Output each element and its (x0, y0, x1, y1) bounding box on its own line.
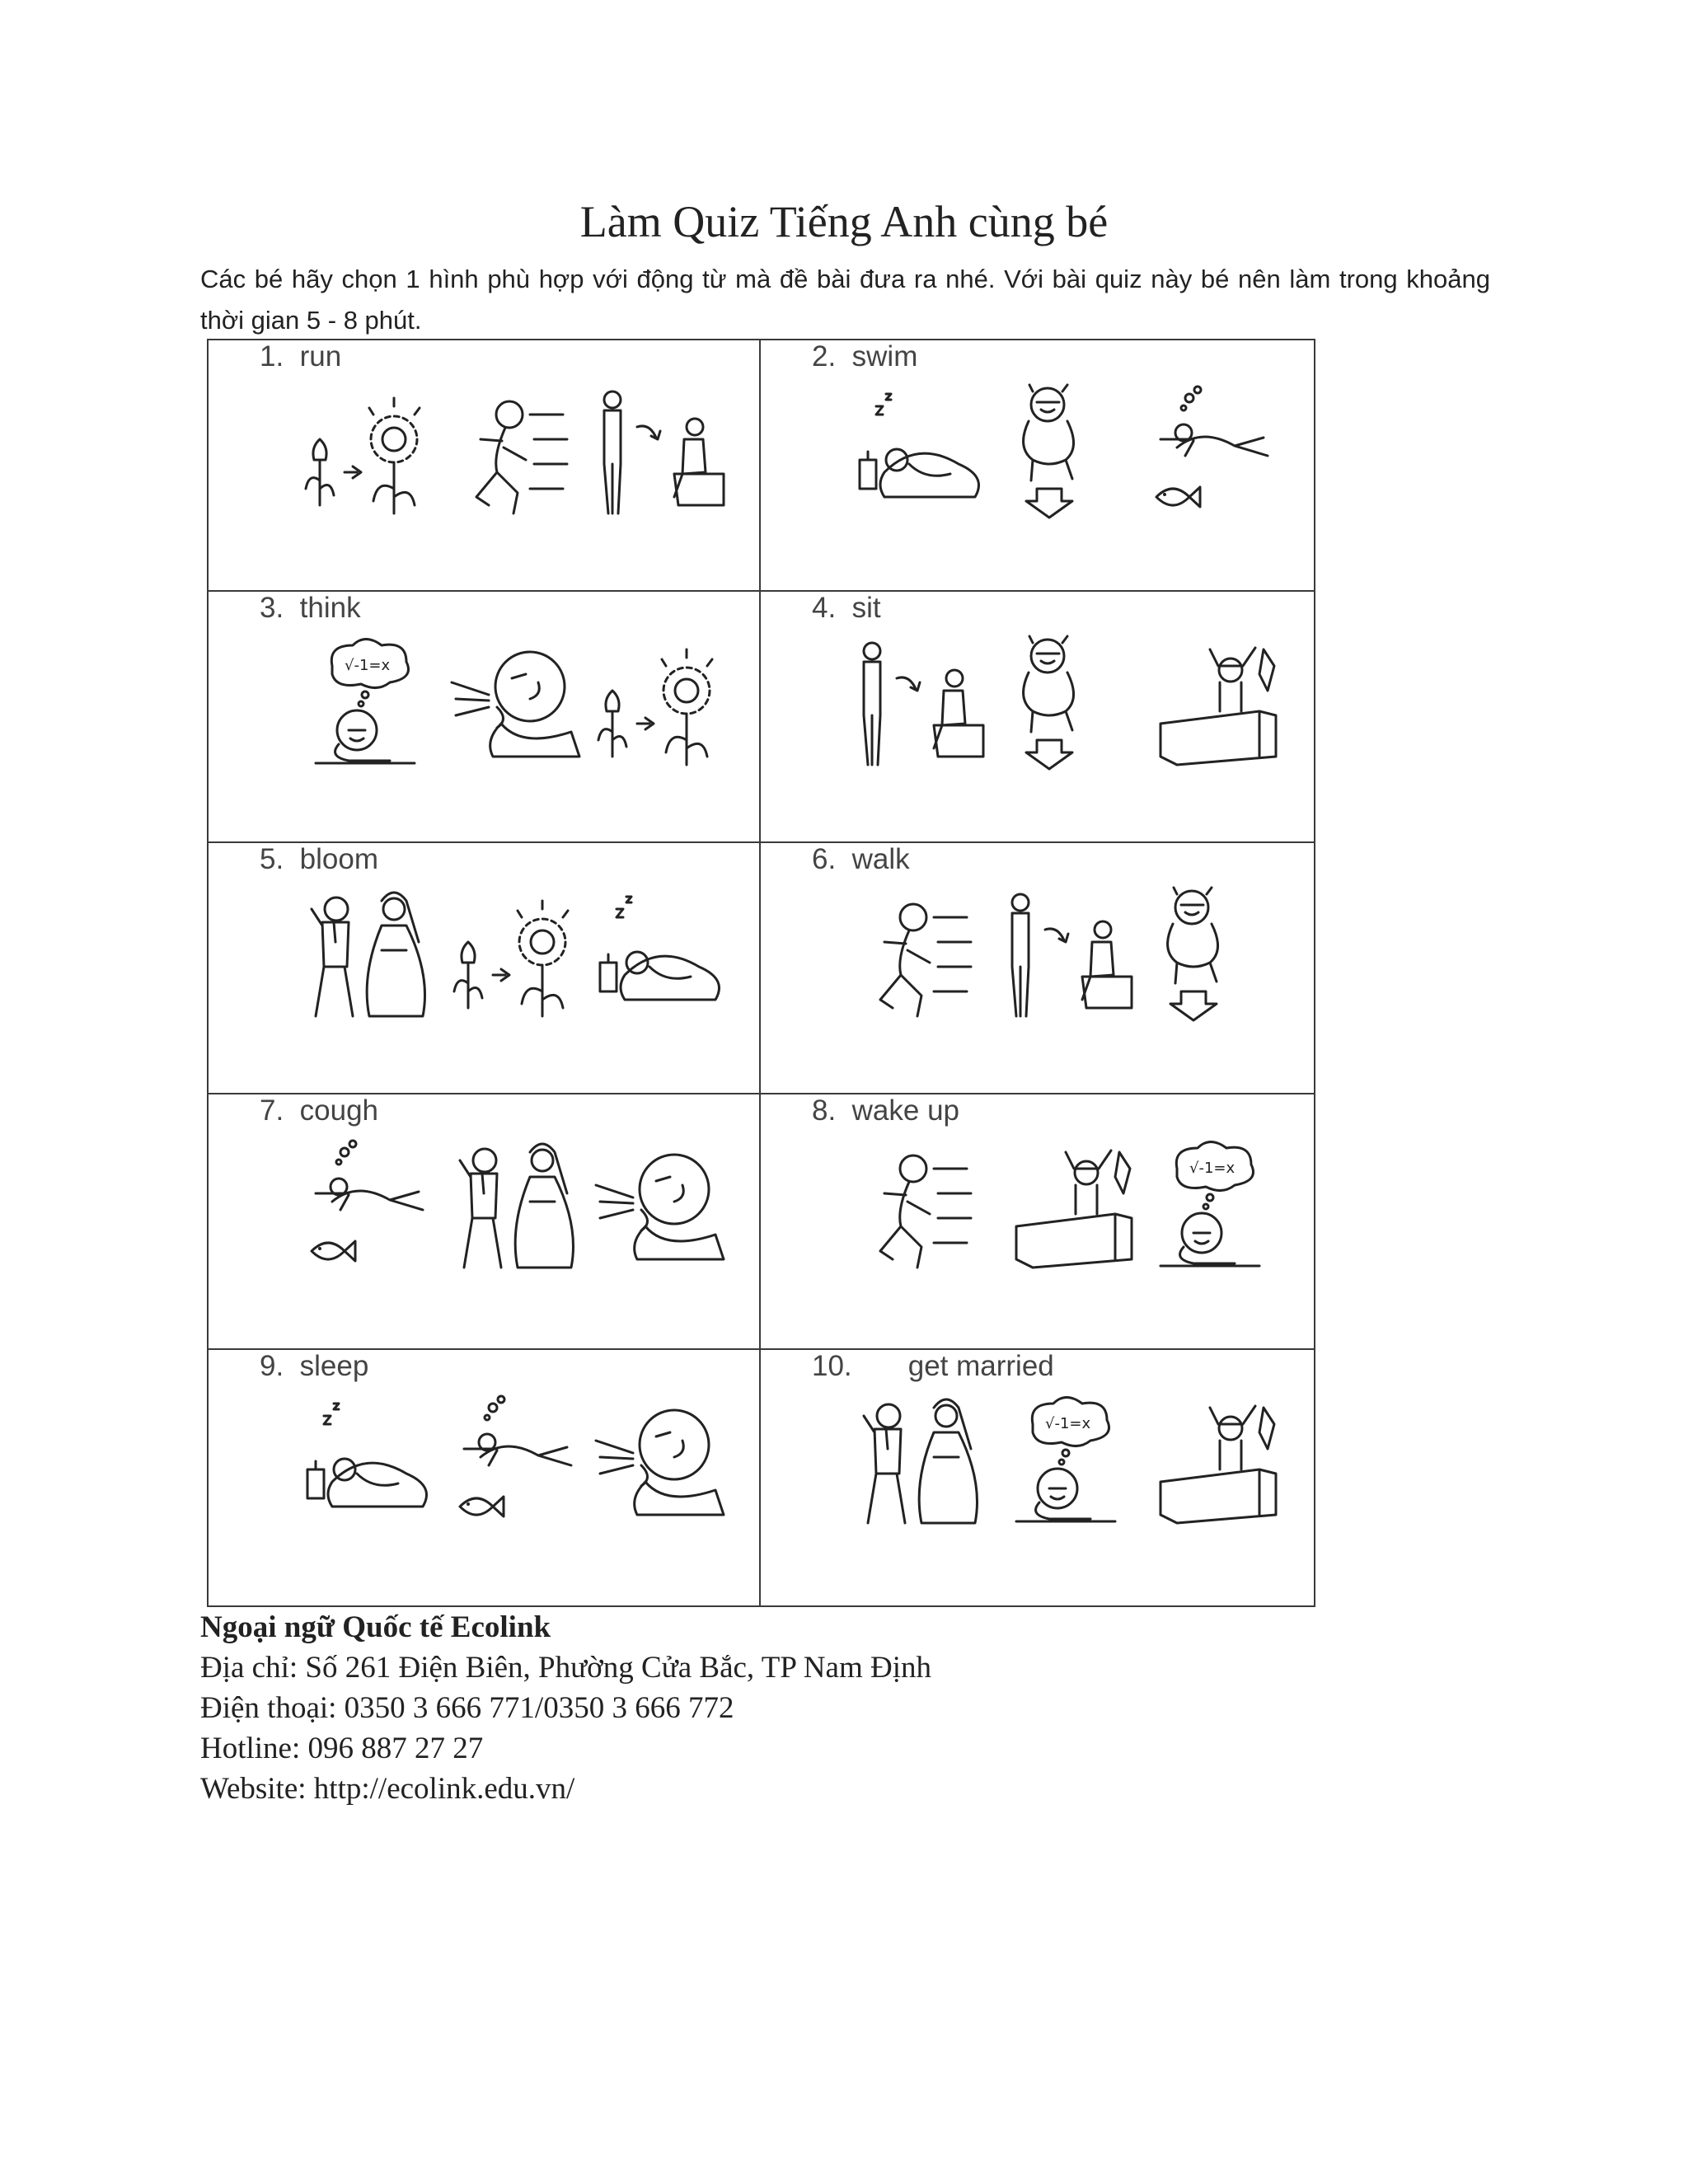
quiz-item-number: 8. (812, 1094, 837, 1127)
thinking-person-icon[interactable] (299, 633, 439, 773)
married-couple-icon[interactable] (851, 1391, 992, 1531)
quiz-item-4 (759, 590, 1315, 843)
quiz-item-label (260, 592, 361, 625)
flower-bloom-icon[interactable] (592, 633, 724, 773)
flower-bloom-icon[interactable] (448, 884, 579, 1024)
quiz-item-number: 7. (260, 1094, 284, 1127)
quiz-item-word: run (299, 340, 342, 373)
footer-website[interactable]: Website: http://ecolink.edu.vn/ (200, 1772, 575, 1806)
quiz-item-3 (207, 590, 761, 843)
thinking-person-icon[interactable] (1000, 1391, 1140, 1531)
footer (200, 1607, 931, 1809)
quiz-item-label (260, 1094, 378, 1127)
running-person-icon[interactable] (851, 1136, 975, 1276)
quiz-item-word: sleep (299, 1350, 369, 1382)
quiz-item-word: bloom (299, 843, 378, 875)
quiz-item-label (812, 843, 910, 876)
quiz-item-number: 1. (260, 340, 284, 373)
quiz-item-word: sit (851, 592, 881, 624)
running-person-icon[interactable] (851, 884, 975, 1024)
quiz-item-number: 9. (260, 1350, 284, 1382)
footer-address: Địa chỉ: Số 261 Điện Biên, Phường Cửa Bắc, TP Nam Định (200, 1651, 931, 1685)
quiz-item-2 (759, 339, 1315, 592)
svg-text:√-1=x: √-1=x (345, 657, 391, 674)
quiz-item-word: walk (851, 843, 910, 875)
quiz-item-number: 3. (260, 592, 284, 624)
coughing-person-icon[interactable] (448, 633, 588, 765)
running-person-icon[interactable] (448, 382, 571, 522)
footer-hotline: Hotline: 096 887 27 27 (200, 1732, 484, 1765)
quiz-item-number: 4. (812, 592, 837, 624)
swimming-person-icon[interactable] (1144, 382, 1284, 522)
married-couple-icon[interactable] (299, 884, 439, 1024)
quiz-item-word: think (299, 592, 361, 624)
flower-bloom-icon[interactable] (299, 382, 431, 522)
quiz-item-word: swim (851, 340, 918, 373)
quiz-item-label (812, 1350, 1054, 1383)
quiz-item-6 (759, 841, 1315, 1094)
quiz-item-word: get married (907, 1350, 1054, 1382)
quiz-table (207, 339, 1315, 1607)
quiz-item-5 (207, 841, 761, 1094)
walking-down-icon[interactable] (1000, 382, 1099, 522)
quiz-item-number: 5. (260, 843, 284, 875)
stand-to-sit-icon[interactable] (592, 382, 732, 522)
wake-up-icon[interactable] (1144, 633, 1284, 773)
walking-down-icon[interactable] (1144, 884, 1243, 1024)
intro-text: Các bé hãy chọn 1 hình phù hợp với động từ mà đề bài đưa ra nhé. Với bài quiz này bé nên làm trong khoảng thời gian 5 - 8 phút. (200, 265, 1490, 335)
page-title: Làm Quiz Tiếng Anh cùng bé (579, 197, 1109, 246)
quiz-item-word: cough (299, 1094, 379, 1127)
quiz-item-8 (759, 1093, 1315, 1350)
quiz-item-label (260, 340, 341, 373)
footer-phone: Điện thoại: 0350 3 666 771/0350 3 666 772 (200, 1691, 734, 1725)
quiz-item-9 (207, 1348, 761, 1607)
married-couple-icon[interactable] (448, 1136, 588, 1276)
footer-org: Ngoại ngữ Quốc tế Ecolink (200, 1610, 551, 1644)
wake-up-icon[interactable] (1000, 1136, 1140, 1276)
sleeping-person-icon[interactable] (851, 382, 992, 505)
coughing-person-icon[interactable] (592, 1136, 732, 1268)
sleeping-person-icon[interactable] (299, 1391, 439, 1515)
quiz-item-number: 6. (812, 843, 837, 875)
quiz-item-label (812, 1094, 959, 1127)
svg-text:√-1=x: √-1=x (1189, 1160, 1236, 1177)
quiz-item-10 (759, 1348, 1315, 1607)
thinking-person-icon[interactable] (1144, 1136, 1284, 1276)
quiz-item-7 (207, 1093, 761, 1350)
coughing-person-icon[interactable] (592, 1391, 732, 1523)
quiz-item-number: 10. (812, 1350, 852, 1382)
quiz-item-label (260, 843, 378, 876)
quiz-item-word: wake up (851, 1094, 960, 1127)
quiz-item-number: 2. (812, 340, 837, 373)
walking-down-icon[interactable] (1000, 633, 1099, 773)
stand-to-sit-icon[interactable] (851, 633, 992, 773)
quiz-item-1 (207, 339, 761, 592)
quiz-item-label (812, 340, 917, 373)
wake-up-icon[interactable] (1144, 1391, 1284, 1531)
swimming-person-icon[interactable] (448, 1391, 588, 1531)
swimming-person-icon[interactable] (299, 1136, 439, 1276)
sleeping-person-icon[interactable] (592, 884, 732, 1008)
svg-text:√-1=x: √-1=x (1045, 1415, 1091, 1432)
quiz-item-label (812, 592, 881, 625)
stand-to-sit-icon[interactable] (1000, 884, 1140, 1024)
quiz-item-label (260, 1350, 368, 1383)
